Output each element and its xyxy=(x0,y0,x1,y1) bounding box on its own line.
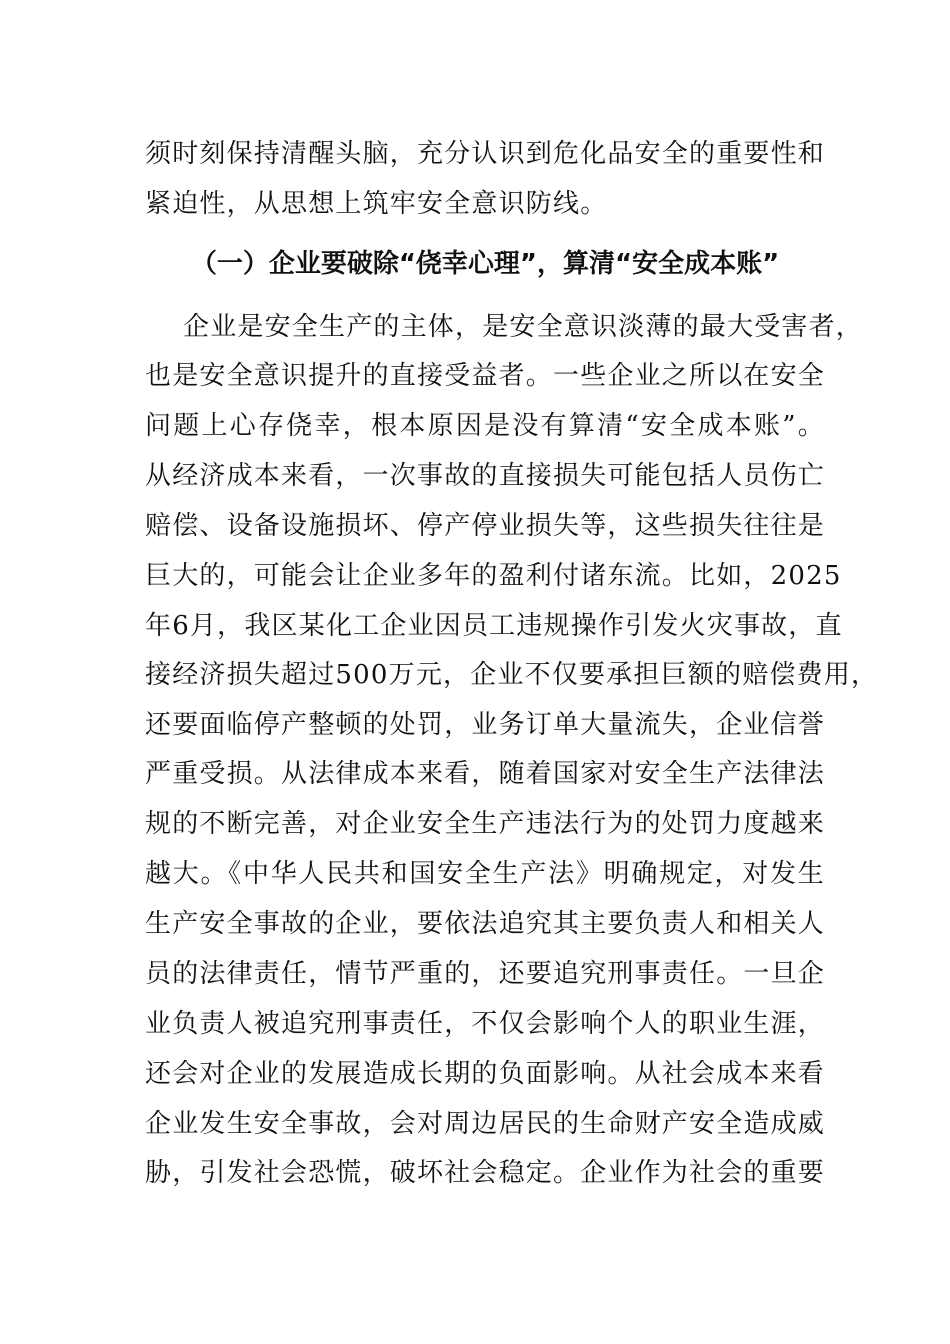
body-line-8: 接经济损失超过500万元，企业不仅要承担巨额的赔偿费用， xyxy=(145,660,879,690)
body-line-14: 员的法律责任，情节严重的，还要追究刑事责任。一旦企 xyxy=(145,959,826,989)
body-line-17: 企业发生安全事故，会对周边居民的生命财产安全造成威 xyxy=(145,1109,826,1139)
body-line-11: 规的不断完善，对企业安全生产违法行为的处罚力度越来 xyxy=(145,809,826,839)
body-line-3: 问题上心存侥幸，根本原因是没有算清“安全成本账”。 xyxy=(145,411,825,441)
body-line-12: 越大。《中华人民共和国安全生产法》明确规定，对发生 xyxy=(145,859,825,889)
body-line-7: 年6月，我区某化工企业因员工违规操作引发火灾事故，直 xyxy=(145,611,843,641)
body-line-10: 严重受损。从法律成本来看，随着国家对安全生产法律法 xyxy=(145,759,826,789)
body-line-15: 业负责人被追究刑事责任，不仅会影响个人的职业生涯， xyxy=(145,1009,826,1039)
body-line-6: 巨大的，可能会让企业多年的盈利付诸东流。比如，2025 xyxy=(145,561,842,591)
body-line-16: 还会对企业的发展造成长期的负面影响。从社会成本来看 xyxy=(145,1059,826,1089)
body-line-9: 还要面临停产整顿的处罚，业务订单大量流失，企业信誉 xyxy=(145,710,826,740)
body-line-4: 从经济成本来看，一次事故的直接损失可能包括人员伤亡 xyxy=(145,461,826,491)
body-line-2: 也是安全意识提升的直接受益者。一些企业之所以在安全 xyxy=(145,361,826,391)
body-line-18: 胁，引发社会恐慌，破坏社会稳定。企业作为社会的重要 xyxy=(145,1158,826,1188)
section-heading: （一）企业要破除“侥幸心理”，算清“安全成本账” xyxy=(190,249,780,279)
body-line-13: 生产安全事故的企业，要依法追究其主要负责人和相关人 xyxy=(145,909,826,939)
body-line-5: 赔偿、设备设施损坏、停产停业损失等，这些损失往往是 xyxy=(145,511,826,541)
intro-line-1: 须时刻保持清醒头脑，充分认识到危化品安全的重要性和 xyxy=(145,139,826,169)
intro-line-2: 紧迫性，从思想上筑牢安全意识防线。 xyxy=(145,189,608,219)
body-line-1: 企业是安全生产的主体，是安全意识淡薄的最大受害者， xyxy=(183,312,864,342)
